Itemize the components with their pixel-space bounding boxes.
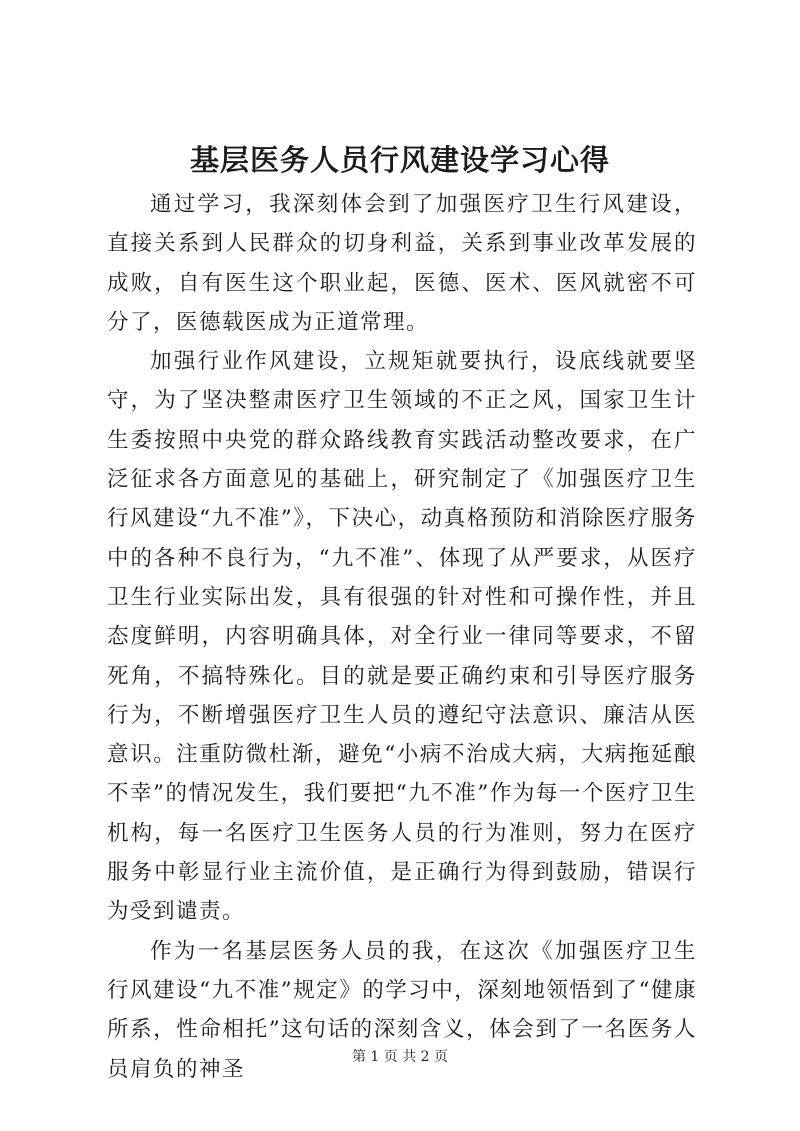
page-title: 基层医务人员行风建设学习心得 <box>189 143 610 177</box>
document-body <box>107 185 697 1089</box>
page-footer: 第 1 页 共 2 页 <box>351 1049 449 1065</box>
paragraph-1: 通过学习，我深刻体会到了加强医疗卫生行风建设，直接关系到人民群众的切身利益，关系到事业改革发展的成败，自有医生这个职业起，医德、医术、医风就密不可分了，医德载医成为正道常理。 <box>107 192 697 335</box>
paragraph-3: 作为一名基层医务人员的我，在这次《加强医疗卫生行风建设“九不准”规定》的学习中，深刻地领悟到了“健康所系，性命相托”这句话的深刻含义，体会到了一名医务人员肩负的神圣 <box>107 938 697 1082</box>
paragraph-2: 加强行业作风建设，立规矩就要执行，设底线就要坚守，为了坚决整肃医疗卫生领域的不正之风，国家卫生计生委按照中央党的群众路线教育实践活动整改要求，在广泛征求各方面意见的基础上，研究制定了《加强医疗卫生行风建设“九不准”》，下决心，动真格预防和消除医疗服务中的各种不良行为，“九不准”、体现了从严要求，从医疗卫生行业实际出发，具有很强的针对性和可操作性，并且态度鲜明，内容明确具体，对全行业一律同等要求，不留死角，不搞特殊化。目的就是要正确约束和引导医疗服务行为，不断增强医疗卫生人员的遵纪守法意识、廉洁从医意识。注重防微杜渐，避免“小病不治成大病，大病拖延酿不幸”的情况发生，我们要把“九不准”作为每一个医疗卫生机构，每一名医疗卫生医务人员的行为准则，努力在医疗服务中彰显行业主流价值，是正确行为得到鼓励，错误行为受到谴责。 <box>107 349 697 925</box>
